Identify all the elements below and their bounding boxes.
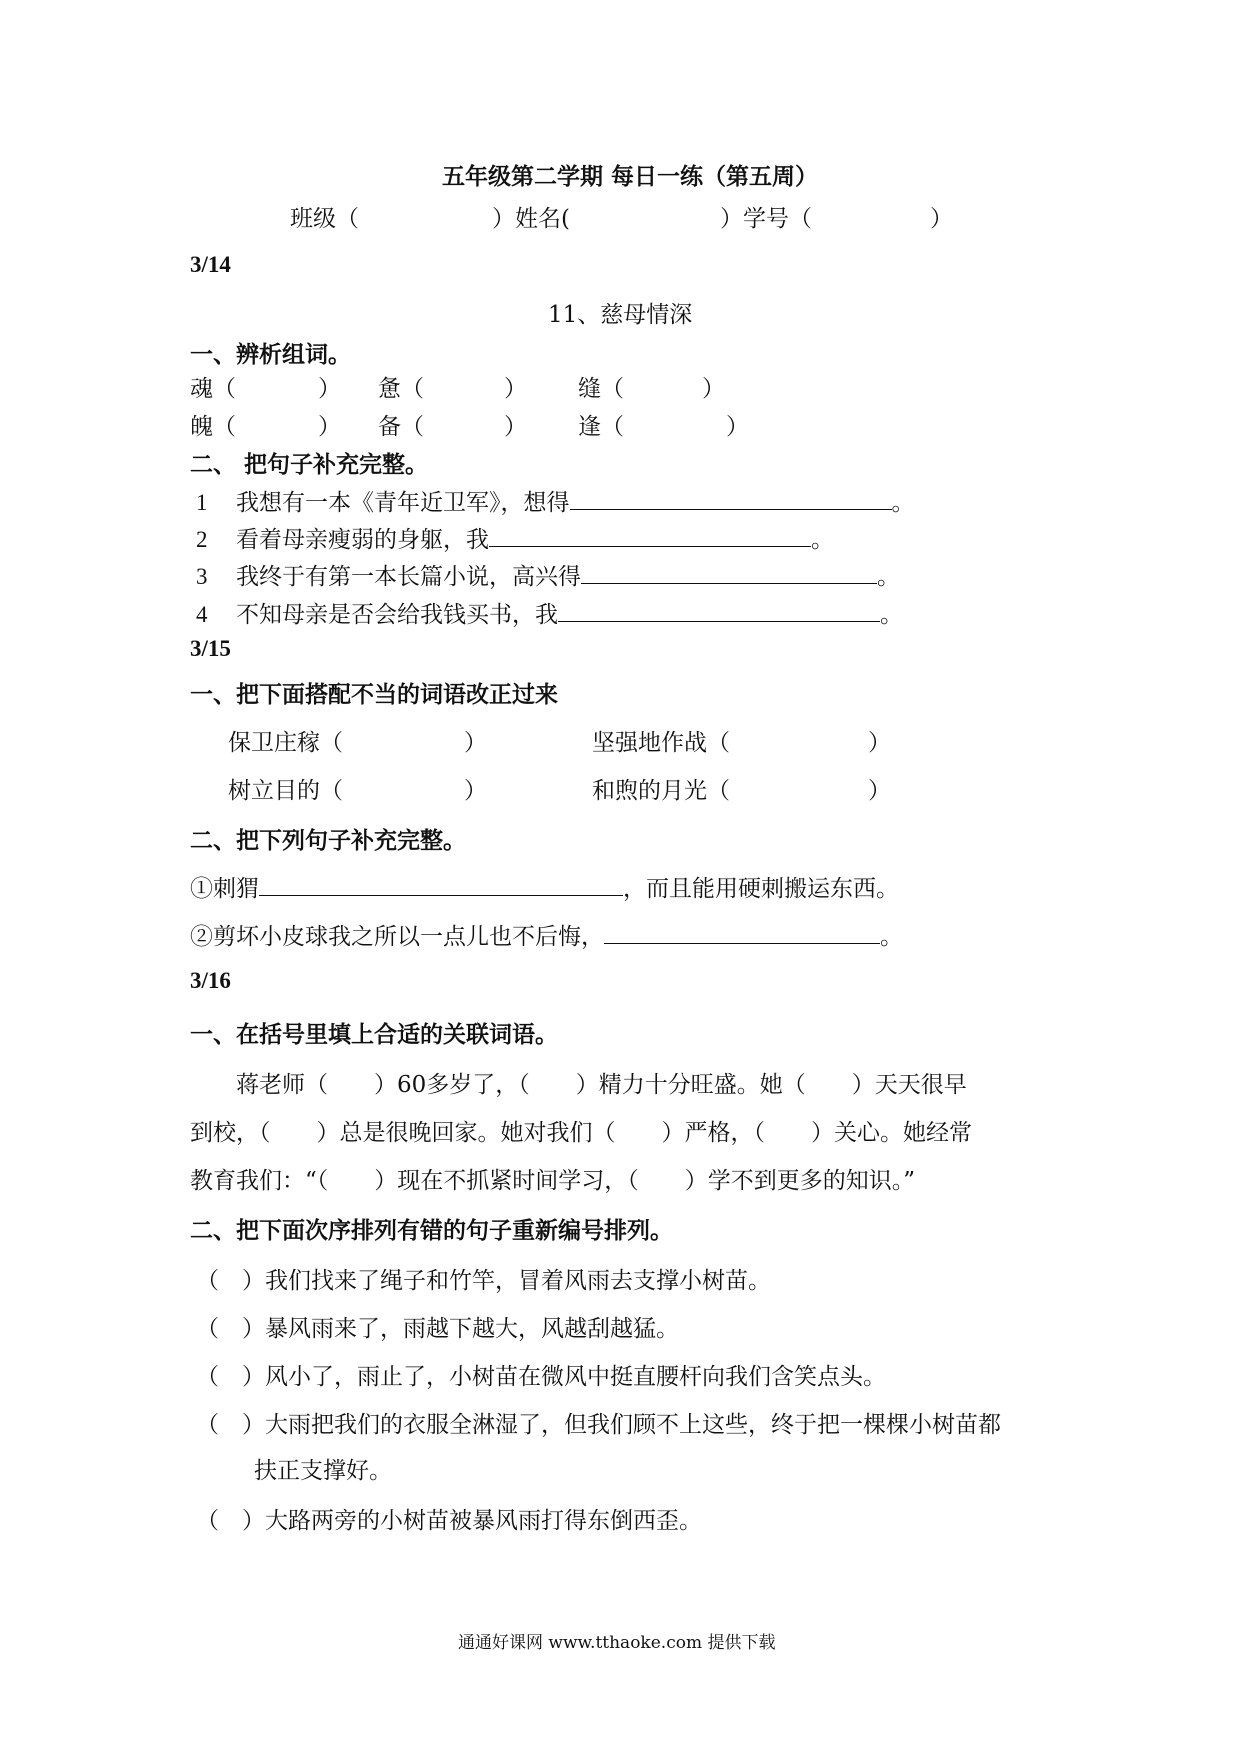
section-heading: 一、把下面搭配不当的词语改正过来 <box>190 681 558 708</box>
sentence-text: 不知母亲是否会给我钱买书，我 <box>236 602 558 628</box>
sentence-text: ②剪坏小皮球我之所以一点儿也不后悔， <box>190 924 604 950</box>
section-heading: 一、辨析组词。 <box>190 341 351 368</box>
date-label: 3/15 <box>190 636 231 661</box>
answer-blank[interactable] <box>581 561 877 584</box>
phrase-item: 坚强地作战（ <box>592 730 730 756</box>
word-item: 魄（ <box>190 414 236 440</box>
answer-blank[interactable] <box>259 873 623 896</box>
date-label: 3/14 <box>190 252 231 277</box>
date-label: 3/16 <box>190 968 231 993</box>
name-label: ）姓名( <box>492 206 570 232</box>
page-title: 五年级第二学期 每日一练（第五周） <box>442 163 819 190</box>
section-heading: 二、 把句子补充完整。 <box>190 451 429 478</box>
phrase-item: 和煦的月光（ <box>592 778 730 804</box>
section-heading: 二、把下列句子补充完整。 <box>190 827 466 854</box>
section-heading: 一、在括号里填上合适的关联词语。 <box>190 1021 558 1048</box>
ordering-item: （ ）大雨把我们的衣服全淋湿了，但我们顾不上这些，终于把一棵棵小树苗都 <box>196 1412 1001 1438</box>
sentence-end: ，而且能用硬刺搬运东西。 <box>623 876 899 902</box>
sentence-item <box>196 596 903 629</box>
item-number: 2 <box>196 527 208 552</box>
word-item: 逢（ <box>578 414 624 440</box>
sentence-item <box>196 484 915 517</box>
phrase-item-close: ） <box>464 778 487 804</box>
student-id-close: ） <box>930 206 953 232</box>
item-number: 3 <box>196 564 208 589</box>
ordering-item: （ ）大路两旁的小树苗被暴风雨打得东倒西歪。 <box>196 1508 702 1534</box>
word-item-close: ） <box>318 376 341 402</box>
phrase-item: 保卫庄稼（ <box>228 730 343 756</box>
phrase-item-close: ） <box>464 730 487 756</box>
word-item: 魂（ <box>190 376 236 402</box>
word-item-close: ） <box>504 414 527 440</box>
class-label: 班级（ <box>290 206 359 232</box>
sentence-end: 。 <box>891 490 915 516</box>
sentence-item <box>190 870 899 903</box>
sentence-item <box>190 918 903 951</box>
answer-blank[interactable] <box>558 599 880 622</box>
word-item-close: ） <box>504 376 527 402</box>
phrase-item: 树立目的（ <box>228 778 343 804</box>
sentence-text: 我终于有第一本长篇小说，高兴得 <box>236 564 581 590</box>
sentence-text: 我想有一本《青年近卫军》，想得 <box>236 490 570 516</box>
sentence-text: 看着母亲瘦弱的身躯，我 <box>236 527 489 553</box>
answer-blank[interactable] <box>489 524 811 547</box>
paragraph-line: 教育我们：“（ ）现在不抓紧时间学习，（ ）学不到更多的知识。” <box>190 1168 916 1194</box>
phrase-item-close: ） <box>868 730 891 756</box>
lesson-title: 11、慈母情深 <box>548 302 693 328</box>
item-number: 4 <box>196 602 208 627</box>
student-id-label: ）学号（ <box>720 206 812 232</box>
section-heading: 二、把下面次序排列有错的句子重新编号排列。 <box>190 1217 673 1244</box>
ordering-item-continued: 扶正支撑好。 <box>254 1458 392 1484</box>
ordering-item: （ ）暴风雨来了，雨越下越大，风越刮越猛。 <box>196 1316 679 1342</box>
word-item: 惫（ <box>378 376 424 402</box>
paragraph-line: 到校，（ ）总是很晚回家。她对我们（ ）严格，（ ）关心。她经常 <box>190 1120 972 1146</box>
answer-blank[interactable] <box>570 487 892 510</box>
sentence-end: 。 <box>880 602 903 628</box>
word-item-close: ） <box>702 376 725 402</box>
sentence-item <box>196 521 834 554</box>
paragraph-line: 蒋老师（ ）60多岁了，（ ）精力十分旺盛。她（ ）天天很早 <box>236 1072 967 1098</box>
word-item: 缝（ <box>578 376 624 402</box>
sentence-end: 。 <box>880 924 903 950</box>
word-item-close: ） <box>318 414 341 440</box>
item-number: 1 <box>196 490 208 515</box>
sentence-text: ①刺猬 <box>190 876 259 902</box>
ordering-item: （ ）我们找来了绳子和竹竿，冒着风雨去支撑小树苗。 <box>196 1268 771 1294</box>
sentence-end: 。 <box>811 527 834 553</box>
word-item-close: ） <box>726 414 749 440</box>
word-item: 备（ <box>378 414 424 440</box>
sentence-item <box>196 558 900 591</box>
ordering-item: （ ）风小了，雨止了，小树苗在微风中挺直腰杆向我们含笑点头。 <box>196 1364 886 1390</box>
sentence-end: 。 <box>877 564 900 590</box>
phrase-item-close: ） <box>868 778 891 804</box>
footer-note: 通通好课网 www.tthaoke.com 提供下载 <box>458 1633 776 1653</box>
answer-blank[interactable] <box>604 921 880 944</box>
